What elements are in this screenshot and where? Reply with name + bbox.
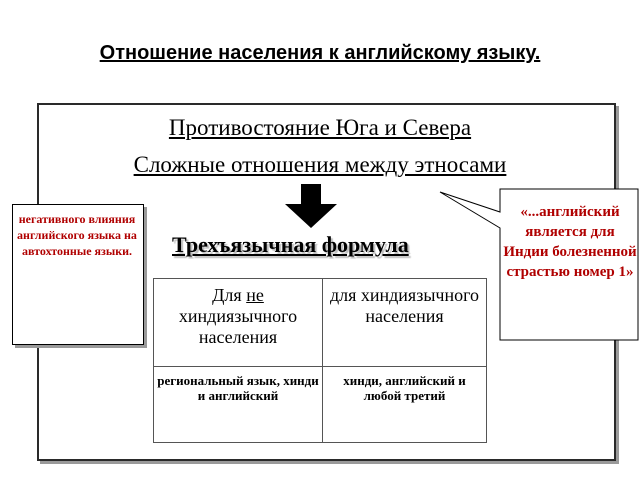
table-row xyxy=(154,279,487,367)
subtitle-ethnic-relations: Сложные отношения между этносами xyxy=(133,152,507,177)
header-suffix: хиндиязычного населения xyxy=(178,306,298,347)
header-prefix: Для xyxy=(212,285,247,305)
table-cell-non-hindi: региональный язык, хинди и английский xyxy=(154,367,323,443)
page-title: Отношение населения к английскому языку. xyxy=(99,42,541,64)
table-header-hindi: для хиндиязычного населения xyxy=(323,279,487,367)
table-header-non-hindi xyxy=(154,279,323,367)
subtitle-north-south: Противостояние Юга и Севера xyxy=(168,115,472,140)
header-emphasis: не xyxy=(246,285,264,305)
table-row xyxy=(154,367,487,443)
left-note-text: негативного влияния английского языка на автохтонные языки. xyxy=(17,212,137,258)
quote-text: «...английский является для Индии болезненной страстью номер 1» xyxy=(503,204,637,280)
formula-table xyxy=(153,278,487,443)
formula-title: Трехъязычная формула xyxy=(172,232,409,257)
table-cell-hindi: хинди, английский и любой третий xyxy=(323,367,487,443)
